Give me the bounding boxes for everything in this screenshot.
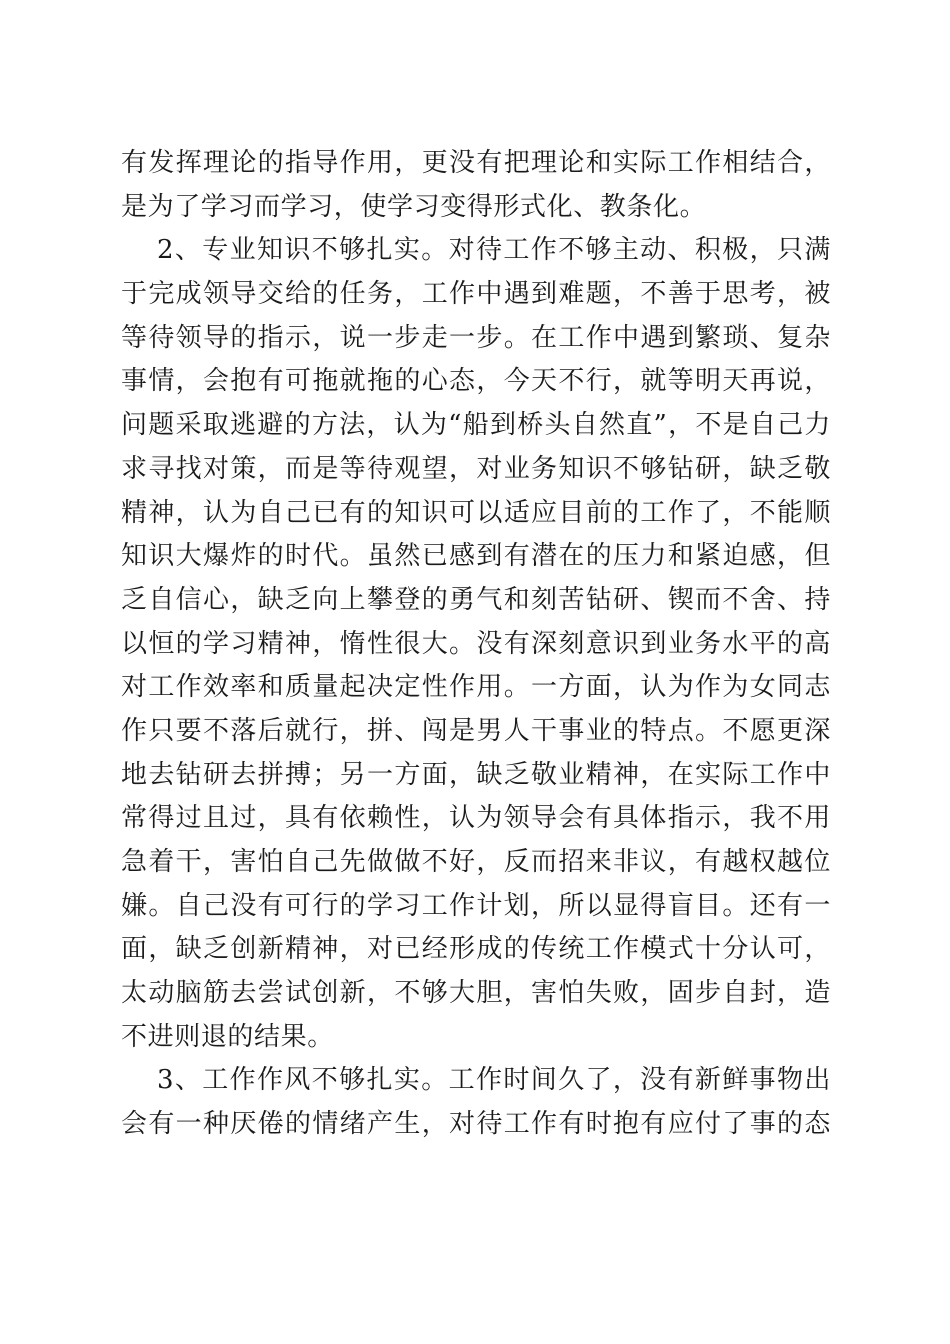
text-line: 对工作效率和质量起决定性作用。一方面，认为作为女同志 bbox=[121, 672, 831, 703]
text-line: 是为了学习而学习，使学习变得形式化、教条化。 bbox=[121, 191, 707, 222]
text-line: 地去钻研去拼搏；另一方面，缺乏敬业精神，在实际工作中 bbox=[121, 759, 831, 790]
text-line: 于完成领导交给的任务，工作中遇到难题，不善于思考，被 bbox=[121, 279, 831, 310]
text-line: 常得过且过，具有依赖性，认为领导会有具体指示，我不用 bbox=[121, 803, 831, 834]
text-line: 会有一种厌倦的情绪产生，对待工作有时抱有应付了事的态 bbox=[121, 1109, 831, 1140]
text-line: 太动脑筋去尝试创新，不够大胆，害怕失败，固步自封，造 bbox=[121, 978, 831, 1009]
text-line: 有发挥理论的指导作用，更没有把理论和实际工作相结合， bbox=[121, 148, 831, 178]
paragraph-3-start: 3、工作作风不够扎实。工作时间久了，没有新鲜事物出 bbox=[157, 1065, 831, 1096]
paragraph-2-start: 2、专业知识不够扎实。对待工作不够主动、积极，只满 bbox=[157, 235, 831, 266]
text-line: 问题采取逃避的方法，认为“船到桥头自然直”，不是自己力 bbox=[121, 410, 831, 441]
text-line: 急着干，害怕自己先做做不好，反而招来非议，有越权越位 bbox=[121, 847, 831, 877]
text-line: 作只要不落后就行，拼、闯是男人干事业的特点。不愿更深 bbox=[121, 715, 831, 746]
text-line: 精神，认为自己已有的知识可以适应目前的工作了，不能顺 bbox=[121, 497, 831, 528]
body-text bbox=[121, 142, 831, 1147]
text-line: 面，缺乏创新精神，对已经形成的传统工作模式十分认可， bbox=[121, 934, 831, 965]
text-line: 知识大爆炸的时代。虽然已感到有潜在的压力和紧迫感，但 bbox=[121, 541, 831, 572]
text-line: 等待领导的指示，说一步走一步。在工作中遇到繁琐、复杂 bbox=[121, 322, 831, 353]
text-line: 不进则退的结果。 bbox=[121, 1021, 334, 1052]
text-line: 求寻找对策，而是等待观望，对业务知识不够钻研，缺乏敬 bbox=[121, 453, 831, 484]
text-line: 乏自信心，缺乏向上攀登的勇气和刻苦钻研、锲而不舍、持 bbox=[121, 584, 831, 615]
text-line: 嫌。自己没有可行的学习工作计划，所以显得盲目。还有一 bbox=[121, 890, 831, 921]
text-line: 事情，会抱有可拖就拖的心态，今天不行，就等明天再说， bbox=[121, 366, 831, 397]
text-line: 以恒的学习精神，惰性很大。没有深刻意识到业务水平的高 bbox=[121, 628, 831, 659]
